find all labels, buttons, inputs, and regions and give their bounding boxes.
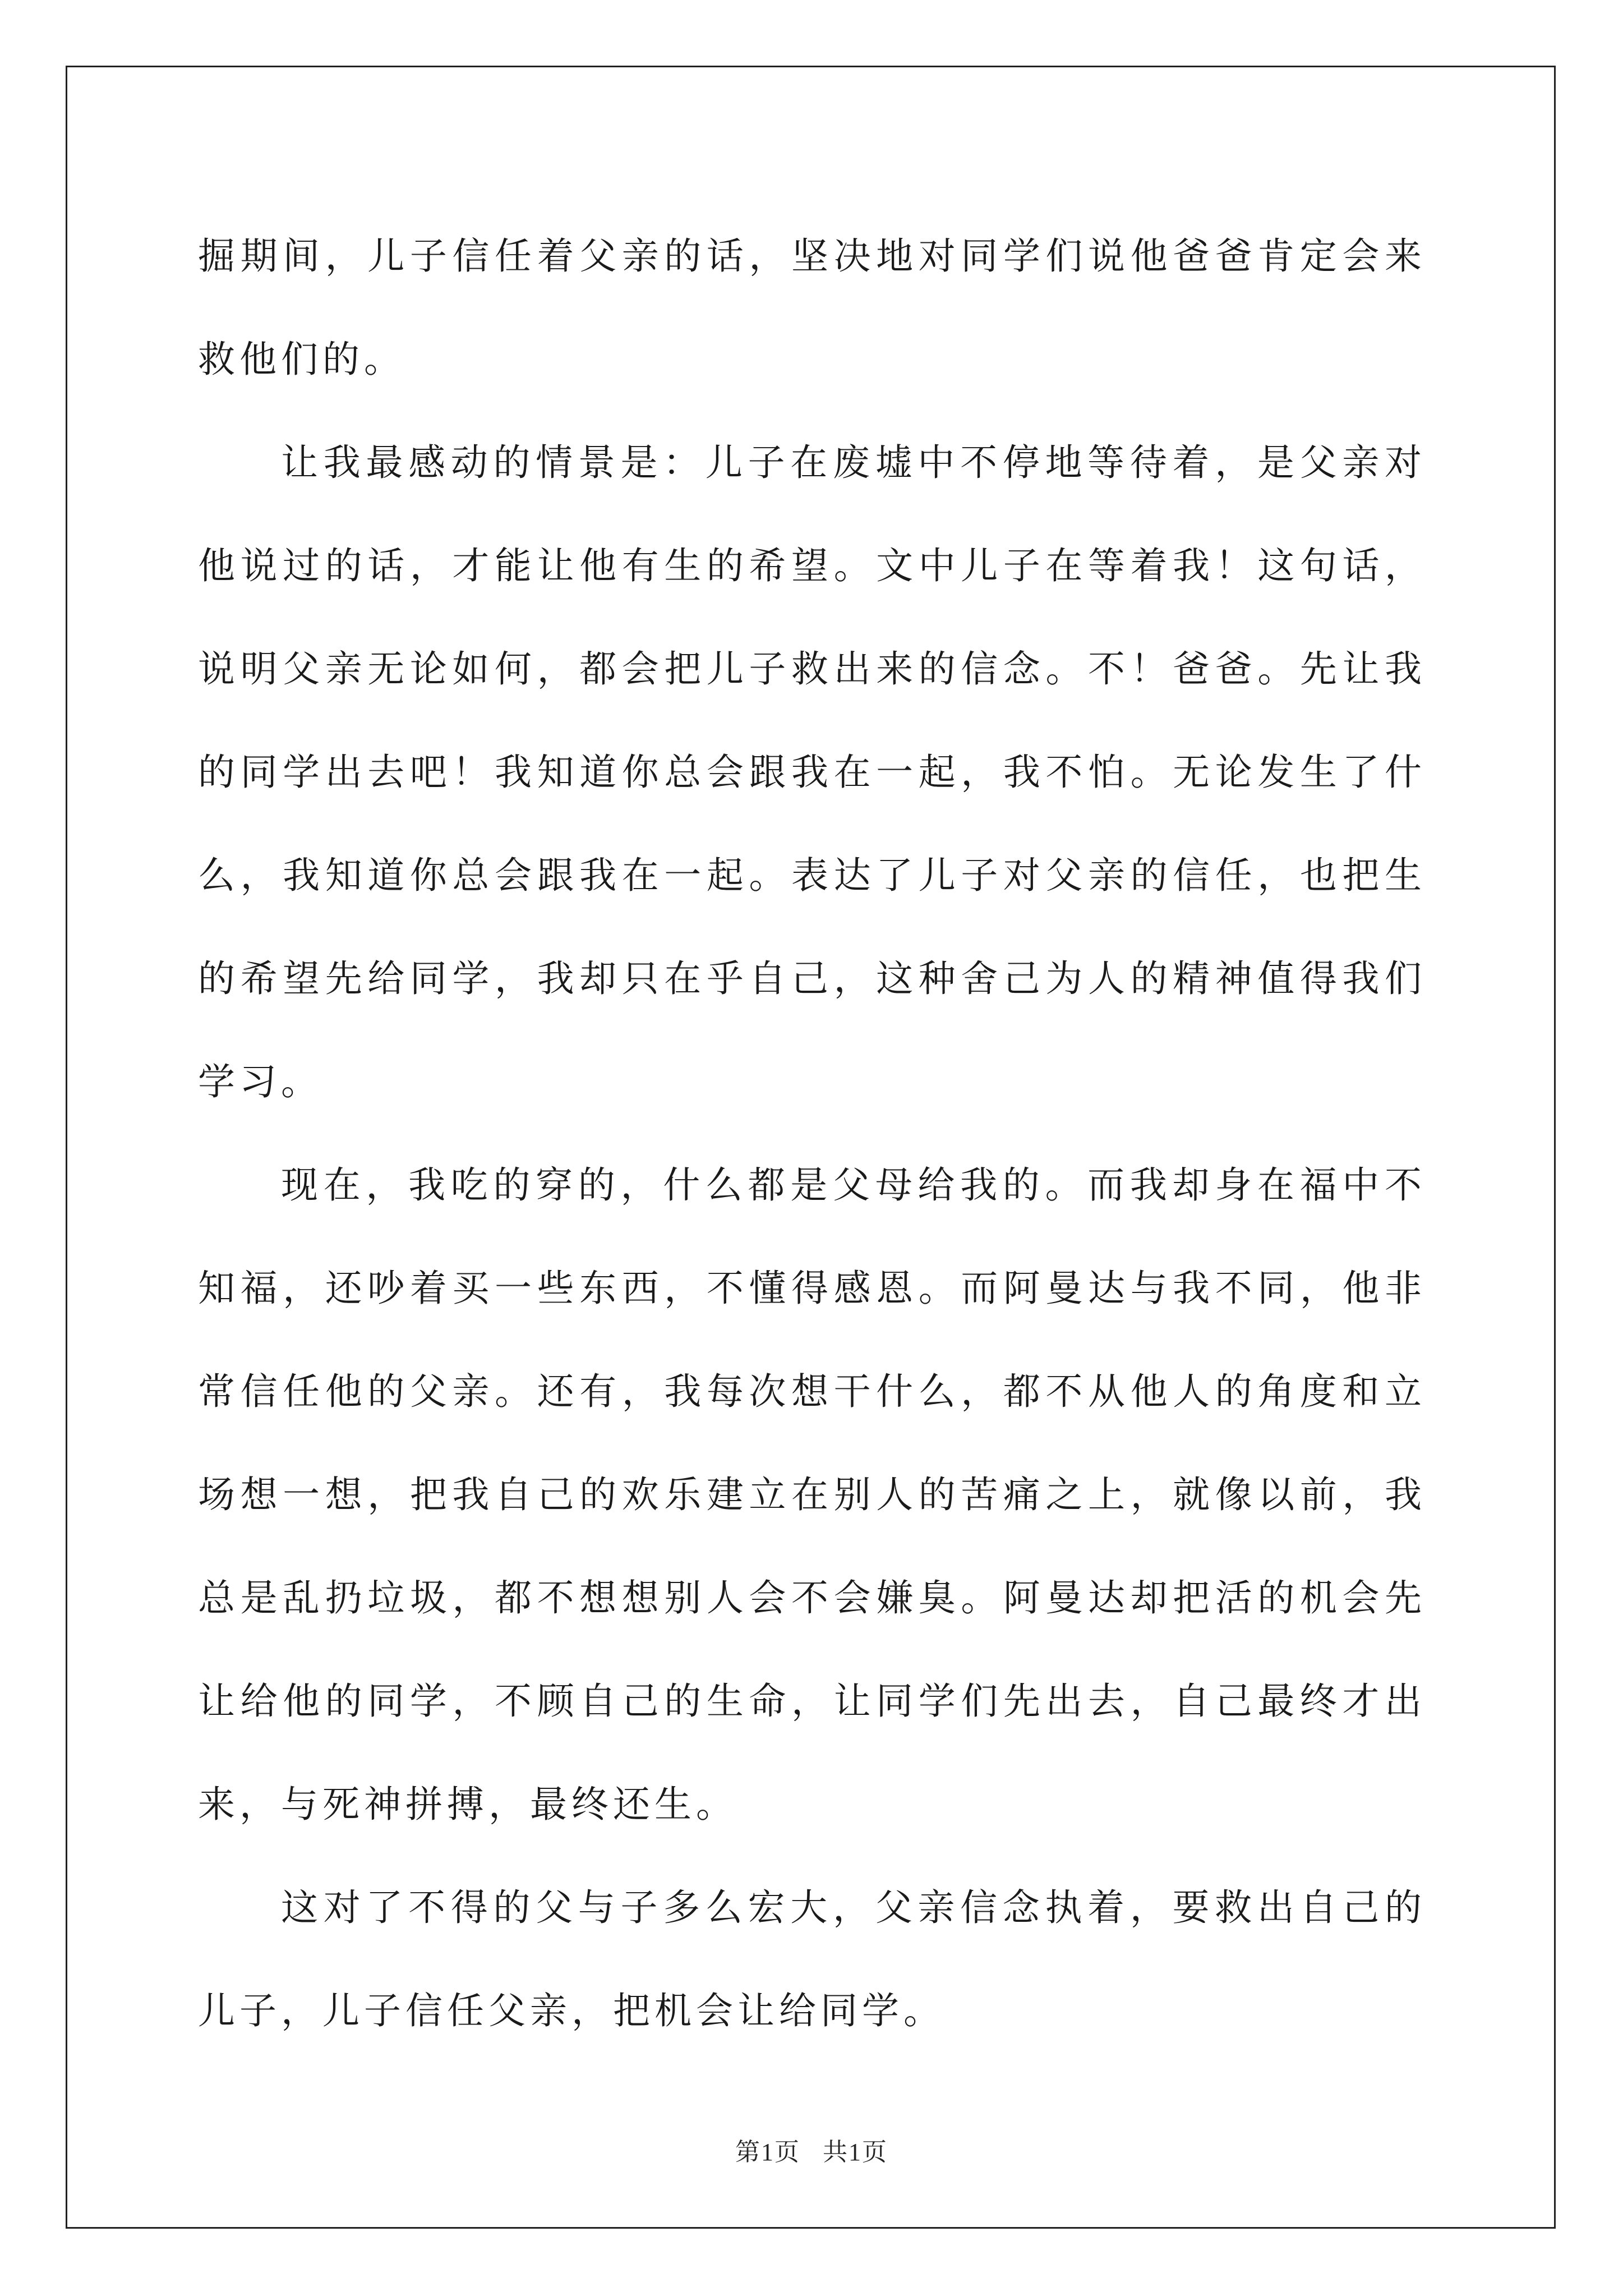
paragraph-continued: 掘期间，儿子信任着父亲的话，坚决地对同学们说他爸爸肯定会来救他们的。 [198,234,1426,381]
paragraph: 现在，我吃的穿的，什么都是父母给我的。而我却身在福中不知福，还吵着买一些东西，不懂得感恩。而阿曼达与我不同，他非常信任他的父亲。还有，我每次想干什么，都不从他人的角度和立场想一想，把我自己的欢乐建立在别人的苦痛之上，就像以前，我总是乱扔垃圾，都不想想别人会不会嫌臭。阿曼达却把活的机会先让给他的同学，不顾自己的生命，让同学们先出去，自己最终才出来，与死神拼搏，最终还生。 [198,1163,1426,1826]
page-footer [0,2132,1623,2168]
page-number-current: 第1页 [735,2138,800,2166]
document-body [198,205,1426,2063]
paragraph: 这对了不得的父与子多么宏大，父亲信念执着，要救出自己的儿子，儿子信任父亲，把机会让给同学。 [198,1886,1426,2032]
paragraph: 让我最感动的情景是：儿子在废墟中不停地等待着，是父亲对他说过的话，才能让他有生的希望。文中儿子在等着我！这句话，说明父亲无论如何，都会把儿子救出来的信念。不！爸爸。先让我的同学出去吧！我知道你总会跟我在一起，我不怕。无论发生了什么，我知道你总会跟我在一起。表达了儿子对父亲的信任，也把生的希望先给同学，我却只在乎自己，这种舍己为人的精神值得我们学习。 [198,441,1426,1103]
page-number-total: 共1页 [823,2138,888,2166]
